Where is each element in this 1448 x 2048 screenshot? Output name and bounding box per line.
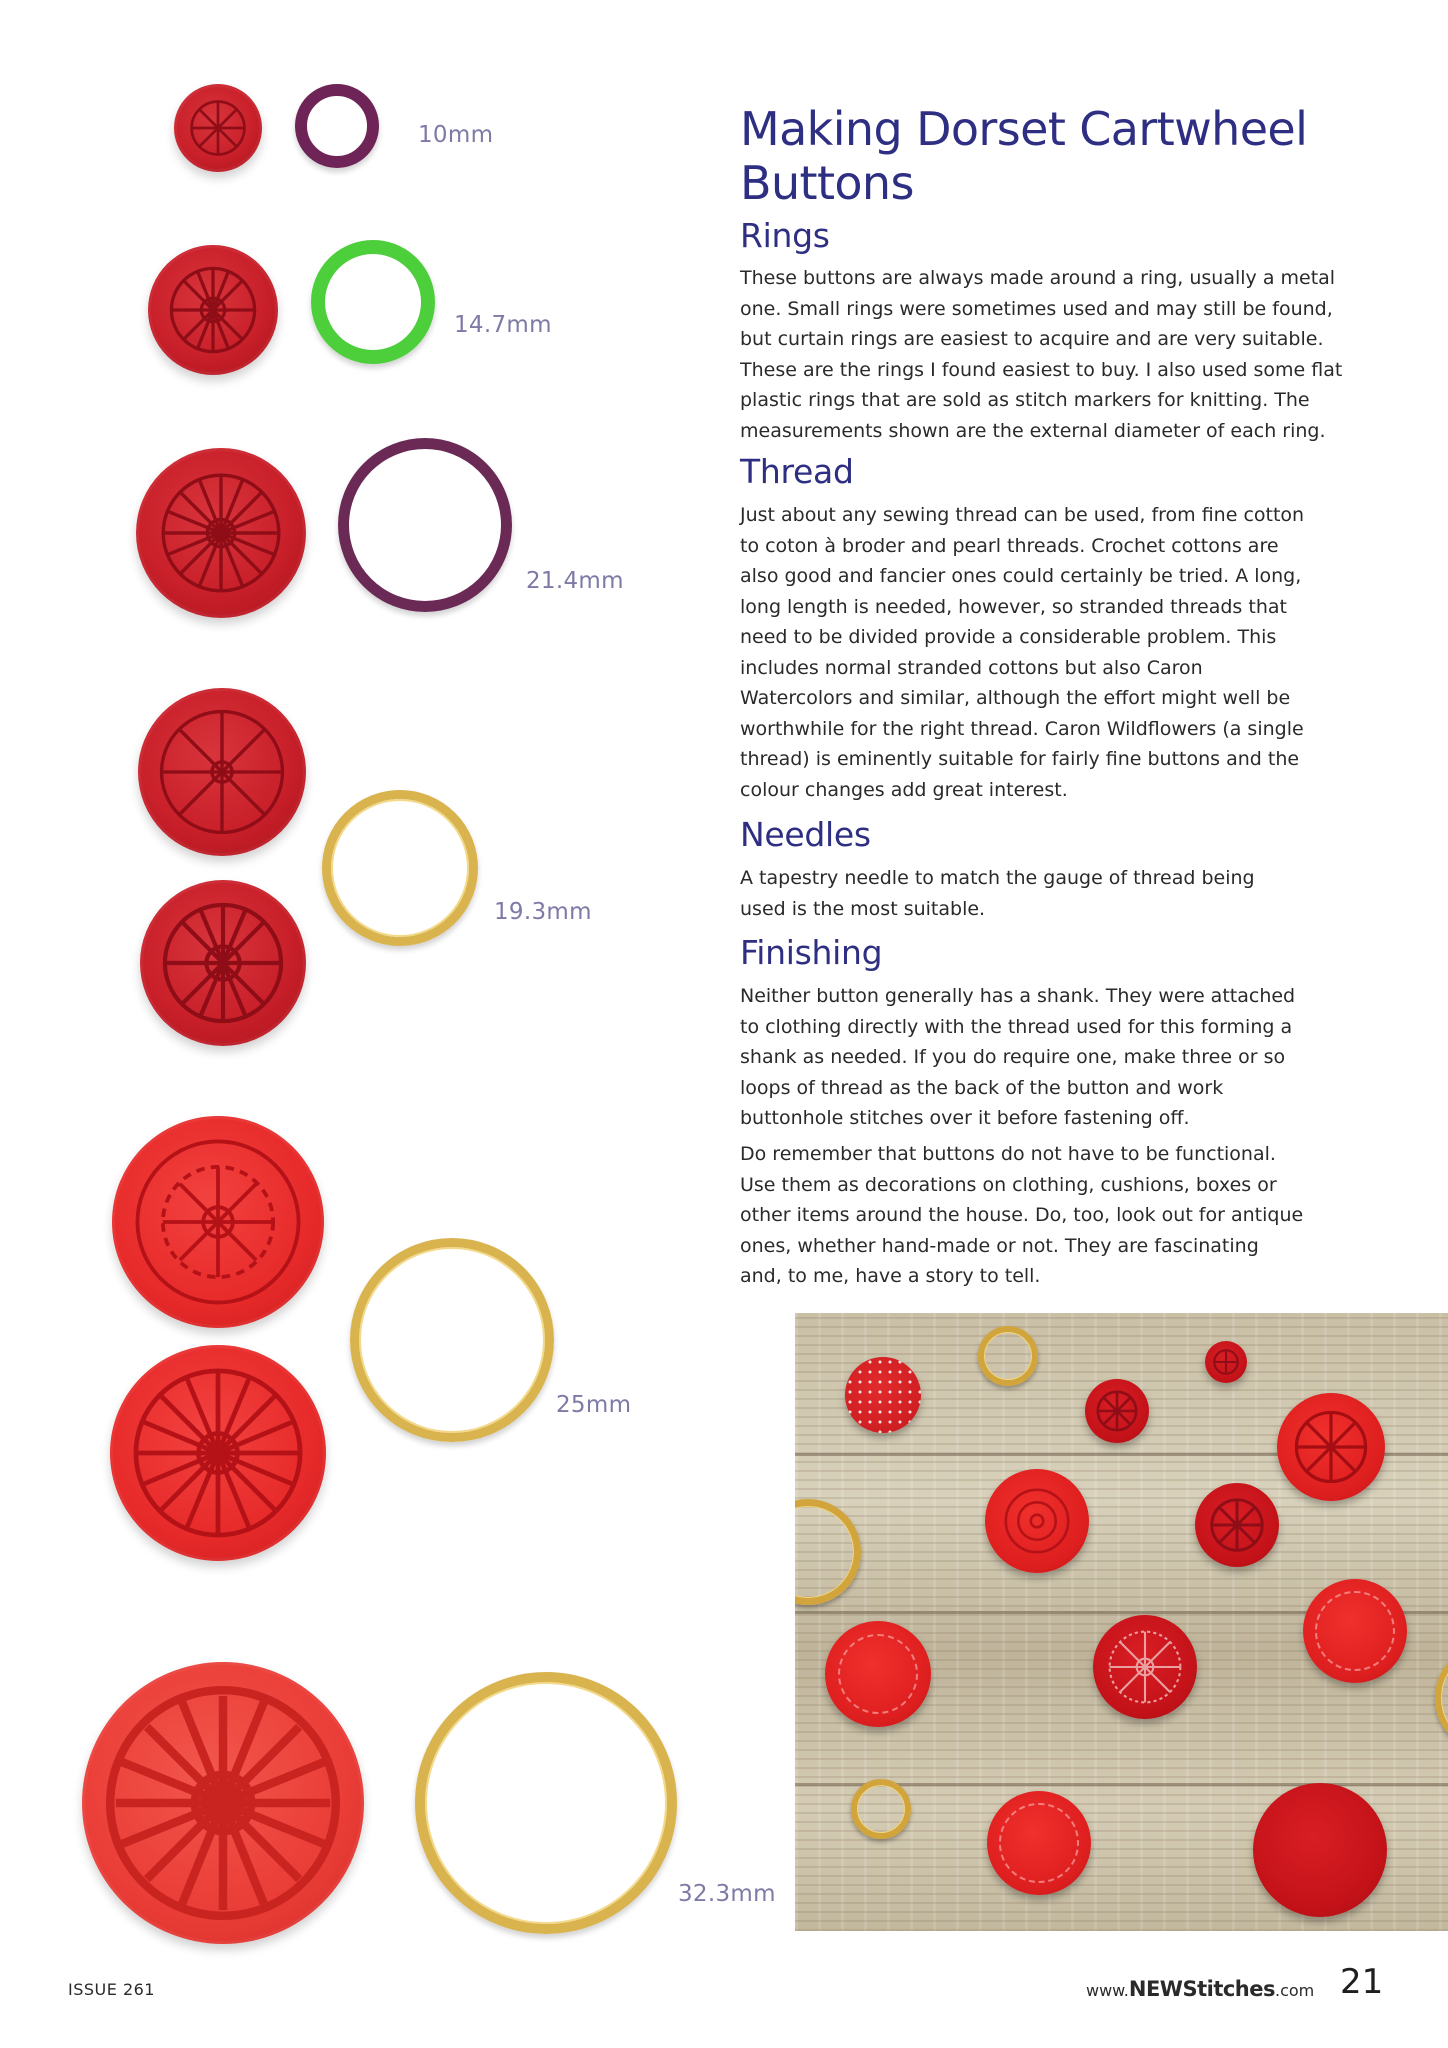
website-url[interactable] <box>1086 1977 1314 2001</box>
url-prefix: www. <box>1086 1981 1129 2000</box>
photo-brass-ring <box>795 1499 861 1605</box>
section-text-needles: A tapestry needle to match the gauge of thread being used is the most suitable. <box>740 867 1255 920</box>
url-suffix: .com <box>1275 1981 1315 2000</box>
section-heading-rings: Rings <box>740 216 830 255</box>
photo-polka-dot-button <box>845 1357 921 1433</box>
photo-brass-ring <box>1435 1653 1448 1743</box>
section-text-finishing-2: Do remember that buttons do not have to be functional. Use them as decorations on clothing, cushions, boxes or other items around the house. Do, too, look out for antique ones, whether hand-made or not. They are fascinating and, to me, have a story to tell. <box>740 1143 1304 1287</box>
section-text-rings: These buttons are always made around a ring, usually a metal one. Small rings were sometimes used and may still be found, but curtain rings are easiest to acquire and are very suitable. These are the rings I found easiest to buy. I also used some flat plastic rings that are sold as stitch markers for knitting. The measurements shown are the external diameter of each ring. <box>740 267 1343 442</box>
cartwheel-button-25mm-a <box>112 1116 324 1328</box>
ring-32-3mm <box>415 1672 677 1934</box>
cartwheel-button-14-7mm <box>148 245 278 375</box>
section-heading-needles: Needles <box>740 815 871 854</box>
issue-number: ISSUE 261 <box>68 1980 155 1999</box>
photo-plain-button <box>1303 1579 1407 1683</box>
measurement-label-21-4mm: 21.4mm <box>526 568 624 594</box>
ring-14-7mm <box>311 240 435 364</box>
cartwheel-button-19-3mm-a <box>138 688 306 856</box>
measurement-label-19-3mm: 19.3mm <box>494 899 592 925</box>
ring-19-3mm <box>322 790 478 946</box>
url-brand: NEWStitches <box>1128 1977 1275 2001</box>
ring-25mm <box>350 1238 554 1442</box>
article-title: Making Dorset Cartwheel Buttons <box>740 102 1308 210</box>
photo-cartwheel-button <box>1085 1379 1149 1443</box>
cartwheel-button-10mm <box>174 84 262 172</box>
photo-small-cartwheel-button <box>1205 1341 1247 1383</box>
measurement-label-10mm: 10mm <box>418 122 494 148</box>
section-text-finishing-1: Neither button generally has a shank. They were attached to clothing directly with the thread used for this forming a shank as needed. If you do require one, make three or so loops of thread as the back of the button and work buttonhole stitches over it before fastening off. <box>740 985 1296 1129</box>
measurement-label-25mm: 25mm <box>556 1392 632 1418</box>
ring-21-4mm <box>338 438 512 612</box>
section-heading-thread: Thread <box>740 452 854 491</box>
photo-brass-ring <box>851 1779 911 1839</box>
page-number: 21 <box>1340 1962 1384 2002</box>
ring-10mm <box>295 84 379 168</box>
section-heading-finishing: Finishing <box>740 933 883 972</box>
measurement-label-32-3mm: 32.3mm <box>678 1881 776 1907</box>
measurement-label-14-7mm: 14.7mm <box>454 312 552 338</box>
cartwheel-button-19-3mm-b <box>140 880 306 1046</box>
buttons-on-wood-photo <box>795 1313 1448 1931</box>
photo-dorset-wheel-button <box>1093 1615 1197 1719</box>
photo-plain-button <box>987 1791 1091 1895</box>
photo-plain-button <box>825 1621 931 1727</box>
photo-brass-ring <box>978 1326 1038 1386</box>
cartwheel-button-32-3mm <box>82 1662 364 1944</box>
section-text-thread: Just about any sewing thread can be used, from fine cotton to coton à broder and pearl threads. Crochet cottons are also good and fancier ones could certainly be tried. A long, long length is needed, however, so stranded threads that need to be divided provide a considerable problem. This includes normal stranded cottons but also Caron Watercolors and similar, although the effort might well be worthwhile for the right thread. Caron Wildflowers (a single thread) is eminently suitable for fairly fine buttons and the colour changes add great interest. <box>740 504 1305 801</box>
photo-embroidered-button <box>985 1469 1089 1573</box>
cartwheel-button-21-4mm <box>136 448 306 618</box>
photo-cartwheel-button <box>1195 1483 1279 1567</box>
photo-cartwheel-button <box>1277 1393 1385 1501</box>
cartwheel-button-25mm-b <box>110 1345 326 1561</box>
photo-large-covered-button <box>1253 1783 1387 1917</box>
